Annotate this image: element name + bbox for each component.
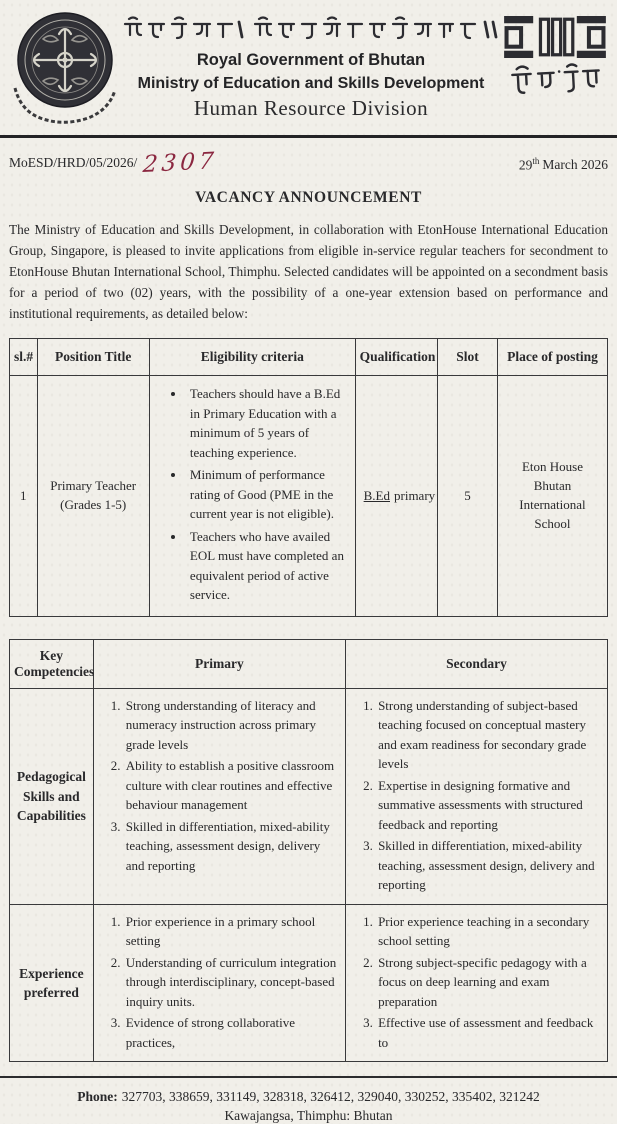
cell-experience-primary (93, 904, 345, 1062)
header-divider (0, 135, 617, 138)
qualification-level: primary (394, 487, 436, 503)
competency-row-experience (10, 904, 608, 1062)
vacancy-table-header-row (10, 339, 608, 376)
bhutan-national-emblem (9, 6, 123, 131)
list-item: 3. Skilled in differentiation, mixed-ability teaching, assessment design, delivery and reporting (376, 836, 601, 895)
dzongkha-script-icon (123, 16, 499, 44)
intro-paragraph: The Ministry of Education and Skills Development, in collaboration with EtonHouse International Education Group, Singapore, is pleased to invite applications from eligible in-service regular teachers for secondment to EtonHouse Bhutan International School, Thimphu. Selected candidates will be appointed on a secondment basis for a period of two (02) years, with the possibility of a one-year extension based on performance and institutional requirements, as detailed below: (9, 222, 608, 321)
sherig-logo-icon (504, 16, 606, 58)
vacancy-table-row (10, 376, 608, 617)
col-header-key-competencies: Key Competencies (10, 639, 94, 688)
eligibility-list (156, 384, 349, 605)
competency-table (9, 639, 608, 1063)
division-title: Human Resource Division (193, 96, 429, 120)
pedagogical-primary-list (100, 696, 339, 876)
list-item: 3. Skilled in differentiation, mixed-ability teaching, assessment design, delivery and reporting (124, 817, 339, 876)
reference-row (9, 147, 608, 179)
government-title: Royal Government of Bhutan (196, 51, 426, 69)
pedagogical-secondary-list (352, 696, 601, 895)
address-line: Kawajangsa, Thimphu: Bhutan (224, 1108, 393, 1124)
cell-qualification (355, 376, 438, 617)
list-item: 2. Strong subject-specific pedagogy with a focus on deep learning and exam preparation (376, 953, 601, 1012)
list-item: 3. Evidence of strong collaborative practices, (124, 1013, 339, 1052)
cell-slot: 5 (438, 376, 498, 617)
col-header-position: Position Title (37, 339, 149, 376)
eligibility-item: • Minimum of performance rating of Good (PME in the current year is not eligible). (186, 465, 349, 524)
col-header-eligibility: Eligibility criteria (149, 339, 355, 376)
qualification-degree: B.Ed (363, 487, 390, 503)
phone-line (9, 1089, 608, 1105)
ministry-title: Ministry of Education and Skills Development (137, 75, 485, 92)
sherig-caption-icon (508, 61, 602, 102)
list-item: 1. Strong understanding of literacy and numeracy instruction across primary grade levels (124, 696, 339, 755)
list-item: 1. Prior experience teaching in a secondary school setting (376, 912, 601, 951)
col-header-qualification: Qualification (355, 339, 438, 376)
list-item: 2. Ability to establish a positive classroom culture with clear routines and effective behaviour management (124, 756, 339, 815)
cell-pedagogical-secondary (346, 688, 608, 904)
row-label-experience: Experience preferred (10, 904, 94, 1062)
col-header-secondary: Secondary (346, 639, 608, 688)
phone-label: Phone: (77, 1089, 118, 1105)
phone-numbers: 327703, 338659, 331149, 328318, 326412, 329040, 330252, 335402, 321242 (121, 1089, 540, 1105)
list-item: 1. Strong understanding of subject-based teaching focused on conceptual mastery and exam readiness for secondary grade levels (376, 696, 601, 774)
experience-primary-list (100, 912, 339, 1053)
list-item: 2. Understanding of curriculum integration through interdisciplinary, concept-based inquiry units. (124, 953, 339, 1012)
reference-number (9, 147, 219, 179)
list-item: 1. Prior experience in a primary school setting (124, 912, 339, 951)
list-item: 2. Expertise in designing formative and summative assessments with structured feedback and reporting (376, 776, 601, 835)
list-item: 3. Effective use of assessment and feedback to (376, 1013, 601, 1052)
competency-table-header-row (10, 639, 608, 688)
cell-pedagogical-primary (93, 688, 345, 904)
letterhead (9, 6, 608, 131)
cell-sl: 1 (10, 376, 38, 617)
col-header-sl: sl.# (10, 339, 38, 376)
cell-place: Eton House Bhutan International School (497, 376, 607, 617)
document-date (519, 156, 608, 174)
date-day: 29 (518, 157, 533, 172)
experience-secondary-list (352, 912, 601, 1053)
footer (9, 1089, 608, 1124)
letterhead-titles (123, 6, 499, 121)
date-ordinal: th (532, 155, 540, 166)
vacancy-table (9, 338, 608, 617)
cell-position: Primary Teacher (Grades 1-5) (37, 376, 149, 617)
col-header-place: Place of posting (497, 339, 607, 376)
col-header-slot: Slot (438, 339, 498, 376)
col-header-primary: Primary (93, 639, 345, 688)
cell-experience-secondary (346, 904, 608, 1062)
competency-row-pedagogical (10, 688, 608, 904)
eligibility-item: • Teachers who have availed EOL must have completed an equivalent period of active service. (186, 527, 349, 605)
footer-divider (0, 1076, 617, 1078)
cell-eligibility (149, 376, 355, 617)
page-title: VACANCY ANNOUNCEMENT (195, 189, 422, 206)
date-month-year: March 2026 (542, 157, 608, 172)
sherig-logo (499, 6, 611, 104)
national-emblem-icon (9, 8, 121, 126)
row-label-pedagogical: Pedagogical Skills and Capabilities (10, 688, 94, 904)
reference-prefix: MoESD/HRD/05/2026/ (9, 155, 138, 170)
handwritten-dispatch-number: 2307 (142, 147, 219, 179)
eligibility-item: • Teachers should have a B.Ed in Primary Education with a minimum of 5 years of teaching experience. (186, 384, 349, 462)
